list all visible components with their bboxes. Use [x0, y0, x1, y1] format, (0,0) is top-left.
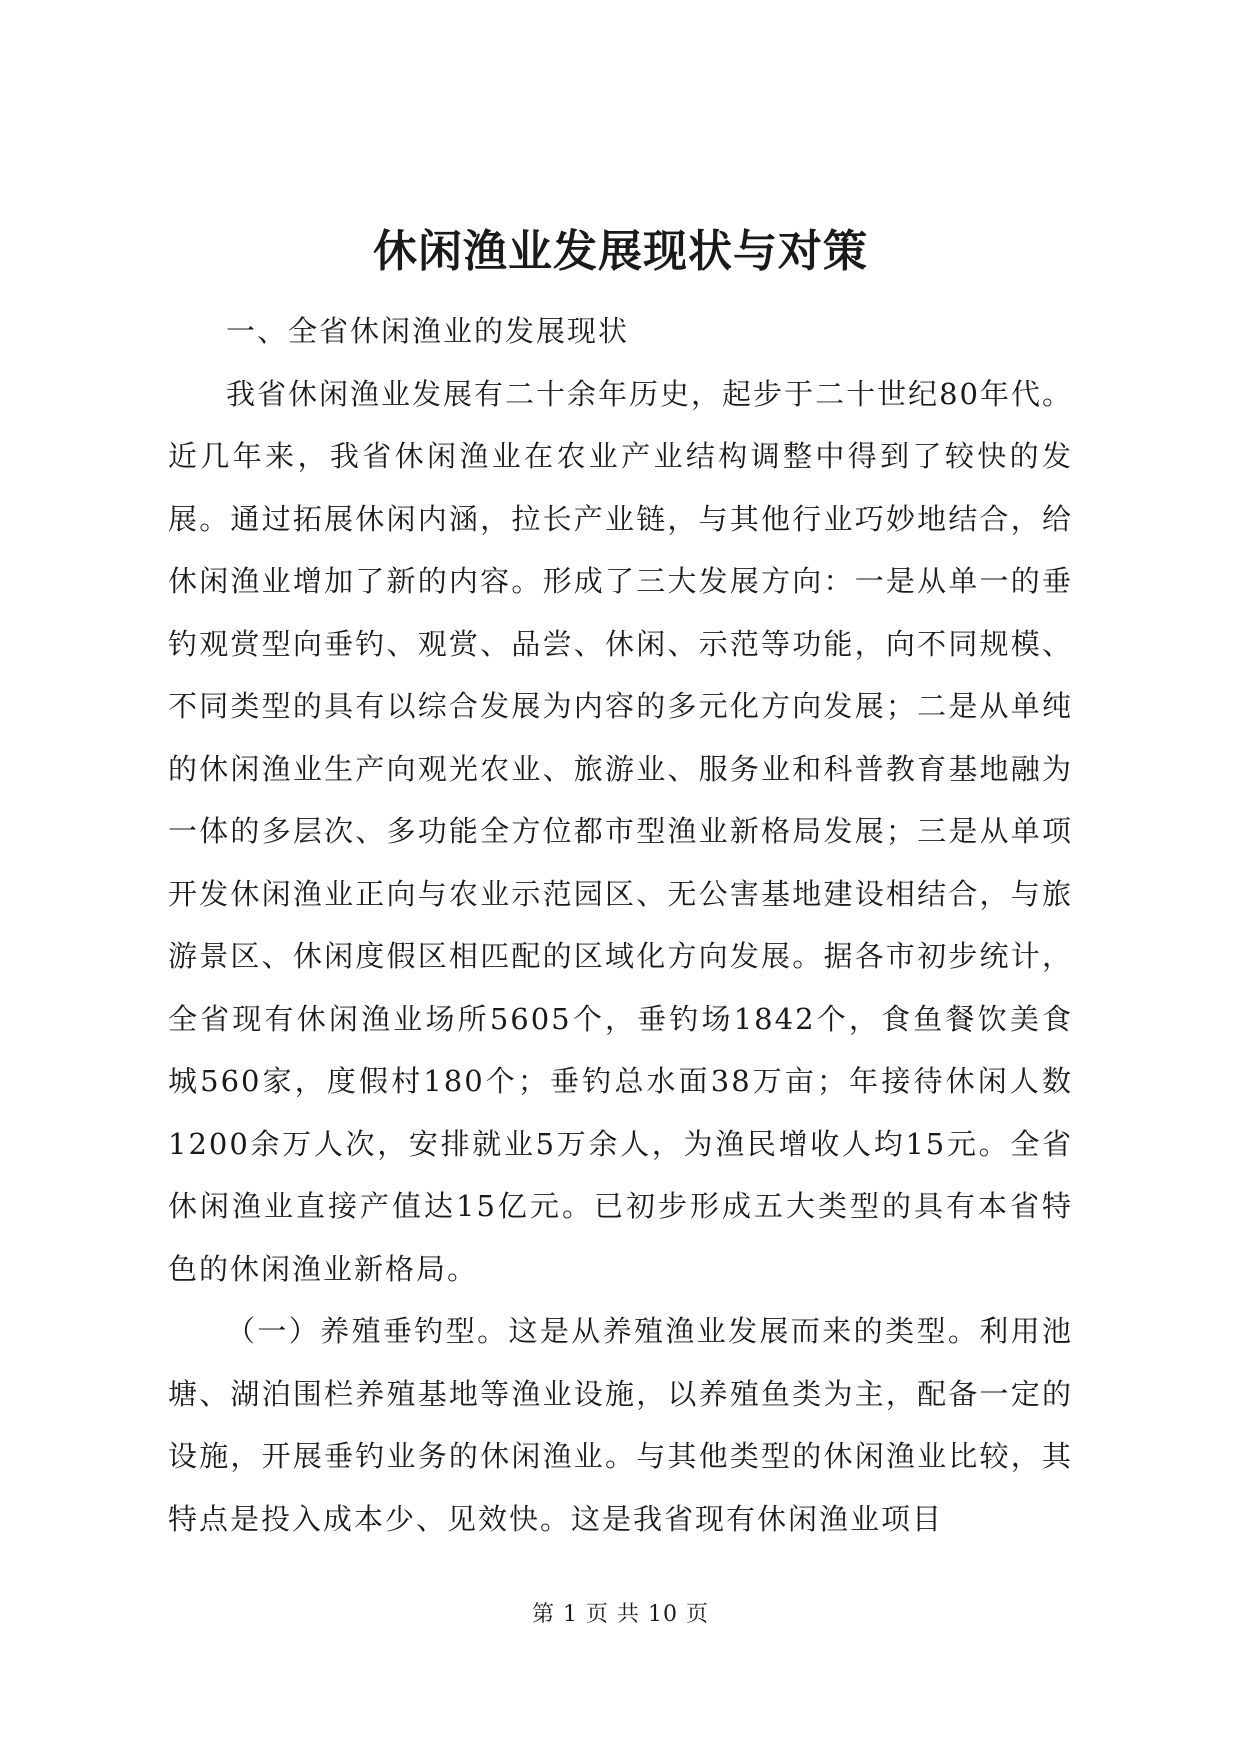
body-paragraph: （一）养殖垂钓型。这是从养殖渔业发展而来的类型。利用池塘、湖泊围栏养殖基地等渔业设施，以养殖鱼类为主，配备一定的设施，开展垂钓业务的休闲渔业。与其他类型的休闲渔业比较，其特点是投入成本少、见效快。这是我省现有休闲渔业项目 [168, 1314, 1073, 1536]
page-number-footer: 第 1 页 共 10 页 [532, 1602, 709, 1627]
document-body [168, 300, 1073, 1550]
body-paragraph: 我省休闲渔业发展有二十余年历史，起步于二十世纪80年代。近几年来，我省休闲渔业在农业产业结构调整中得到了较快的发展。通过拓展休闲内涵，拉长产业链，与其他行业巧妙地结合，给休闲渔业增加了新的内容。形成了三大发展方向：一是从单一的垂钓观赏型向垂钓、观赏、品尝、休闲、示范等功能，向不同规模、不同类型的具有以综合发展为内容的多元化方向发展；二是从单纯的休闲渔业生产向观光农业、旅游业、服务业和科普教育基地融为一体的多层次、多功能全方位都市型渔业新格局发展；三是从单项开发休闲渔业正向与农业示范园区、无公害基地建设相结合，与旅游景区、休闲度假区相匹配的区域化方向发展。据各市初步统计，全省现有休闲渔业场所5605个，垂钓场1842个，食鱼餐饮美食城560家，度假村180个；垂钓总水面38万亩；年接待休闲人数1200余万人次，安排就业5万余人，为渔民增收人均15元。全省休闲渔业直接产值达15亿元。已初步形成五大类型的具有本省特色的休闲渔业新格局。 [168, 376, 1073, 1286]
section-heading: 一、全省休闲渔业的发展现状 [226, 314, 630, 348]
document-title: 休闲渔业发展现状与对策 [373, 226, 868, 277]
